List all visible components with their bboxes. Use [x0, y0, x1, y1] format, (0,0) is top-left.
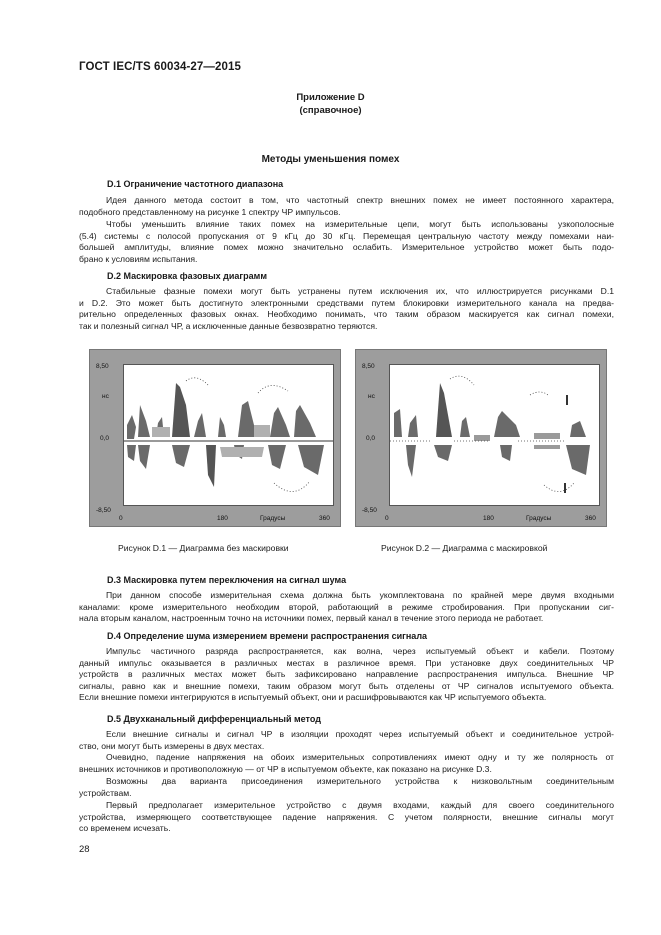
- text-line: так и полезный сигнал ЧР, а исключенные данные безвозвратно теряются.: [79, 320, 378, 331]
- y-zero-label: 0,0: [100, 435, 110, 442]
- text-line: внешних источников и противоположную — от ЧР в испытуемом объекте, как показано на рисунке D.3.: [79, 763, 492, 774]
- plot-area: [123, 364, 334, 506]
- y-min-label: -8,50: [362, 507, 377, 514]
- text-line: данный импульс оказывается в различных местах в различное время. При установке двух соединительных ЧР: [79, 657, 614, 668]
- section-d5-paragraph-2: [79, 752, 614, 775]
- text-line: устройствам.: [79, 787, 132, 798]
- page-number: 28: [79, 844, 90, 855]
- text-line: со временем исчезать.: [79, 823, 171, 834]
- x-max-label: 360: [319, 515, 330, 522]
- y-min-label: -8,50: [96, 507, 111, 514]
- y-unit-label: нс: [102, 393, 109, 400]
- x-min-label: 0: [119, 515, 123, 522]
- annex-title: Приложение D: [296, 92, 365, 103]
- x-mid-label: 180: [217, 515, 228, 522]
- text-line: Если внешние помехи интегрируются в испытуемый объект, они и расшифровываются как ЧР испытуемого объекта.: [79, 692, 547, 703]
- x-max-label: 360: [585, 515, 596, 522]
- figure-d1-caption: Рисунок D.1 — Диаграмма без маскировки: [118, 543, 289, 553]
- text-line: Первый предполагает измерительное устройство с двумя входами, каждый для своего соединительного: [106, 800, 614, 810]
- phase-pattern: [390, 365, 599, 505]
- text-line: Возможны два варианта присоединения измерительного устройства к низковольтным соединительным: [106, 776, 614, 786]
- x-axis-title: Градусы: [260, 515, 286, 522]
- x-min-label: 0: [385, 515, 389, 522]
- section-d3-heading: D.3 Маскировка путем переключения на сигнал шума: [107, 575, 347, 585]
- text-line: ство, они могут быть измерены в двух местах.: [79, 740, 265, 751]
- plot-area: [389, 364, 600, 506]
- text-line: Если внешние сигналы и сигнал ЧР в изоляции проходят через испытуемый объект и соединительное устрой-: [106, 729, 614, 739]
- text-line: каналами: кроме измерительного необходим второй, работающий в режиме стробирования. При пропускании сиг-: [79, 601, 614, 612]
- section-d2-heading: D.2 Маскировка фазовых диаграмм: [107, 271, 267, 281]
- text-line: Чтобы уменьшить влияние таких помех на измерительные цепи, могут быть использованы узкополосные: [106, 219, 614, 229]
- figure-d2-caption: Рисунок D.2 — Диаграмма с маскировкой: [381, 543, 548, 553]
- y-unit-label: нс: [368, 393, 375, 400]
- figure-d2-plot: [355, 349, 607, 527]
- text-line: Идея данного метода состоит в том, что частотный спектр внешних помех не имеет постоянного характера,: [106, 195, 614, 205]
- section-d5-paragraph-1: [79, 729, 614, 752]
- section-d5-paragraph-4: [79, 800, 614, 835]
- text-line: нала вторым каналом, настроенным точно на источники помех, первый канал в течение этого периода не работает.: [79, 613, 544, 624]
- text-line: брано к условиям испытания.: [79, 253, 198, 264]
- section-d1-paragraph-2: [79, 219, 614, 265]
- page-title: Методы уменьшения помех: [261, 154, 400, 165]
- text-line: Стабильные фазные помехи могут быть устранены путем исключения их, что иллюстрируется рисунками D.1: [106, 286, 614, 296]
- section-d1-heading: D.1 Ограничение частотного диапазона: [107, 179, 284, 189]
- annex-subtitle: (справочное): [299, 105, 362, 116]
- figure-d1-plot: [89, 349, 341, 527]
- y-max-label: 8,50: [362, 363, 375, 370]
- section-d4-heading: D.4 Определение шума измерением времени распространения сигнала: [107, 631, 428, 641]
- text-line: При данном способе измерительная схема должна быть укомплектована по крайней мере двумя входными: [106, 590, 614, 600]
- text-line: (5.4) системы с полосой пропускания от 9 кГц до 30 кГц. Перемещая центральную частоту между помехами наи-: [79, 230, 614, 241]
- y-max-label: 8,50: [96, 363, 109, 370]
- section-d2-paragraph-1: [79, 286, 614, 332]
- text-line: подобного представленному на рисунке 1 спектру ЧР импульсов.: [79, 206, 341, 217]
- section-d1-paragraph-1: [79, 195, 614, 218]
- section-d5-paragraph-3: [79, 776, 614, 799]
- text-line: устройств в различных местах может быть зафиксировано направление распространения импульса. Внешние ЧР: [79, 669, 614, 680]
- text-line: сигналы, равно как и внешние помехи, таким образом могут быть отделены от ЧР сигналов испытуемого объекта.: [79, 680, 614, 691]
- document-header: ГОСТ IEC/TS 60034-27—2015: [79, 61, 241, 73]
- section-d4-paragraph-1: [79, 646, 614, 704]
- text-line: рительно определенных фазовых окнах. Необходимо понимать, что таким образом маскируется как сигнал помехи,: [79, 309, 614, 320]
- y-zero-label: 0,0: [366, 435, 376, 442]
- section-d5-heading: D.5 Двухканальный дифференциальный метод: [107, 714, 321, 724]
- text-line: и D.2. Это может быть достигнуто электронными средствами путем блокировки измерительного канала на предва-: [79, 297, 614, 308]
- phase-pattern: [124, 365, 333, 505]
- text-line: Импульс частичного разряда распространяется, как волна, через испытуемый объект и кабели. Поэтому: [106, 646, 614, 656]
- text-line: Очевидно, падение напряжения на обоих измерительных сопротивлениях имеют одну и ту же полярность от: [106, 752, 614, 762]
- text-line: устройства, измеряющего соответствующее падение напряжения. С учетом полярности, внешние сигналы могут: [79, 811, 614, 822]
- section-d3-paragraph-1: [79, 590, 614, 625]
- text-line: большей амплитуды, влияние помех можно значительно ослабить. Измерительное устройство может быть подо-: [79, 242, 614, 253]
- x-axis-title: Градусы: [526, 515, 552, 522]
- x-mid-label: 180: [483, 515, 494, 522]
